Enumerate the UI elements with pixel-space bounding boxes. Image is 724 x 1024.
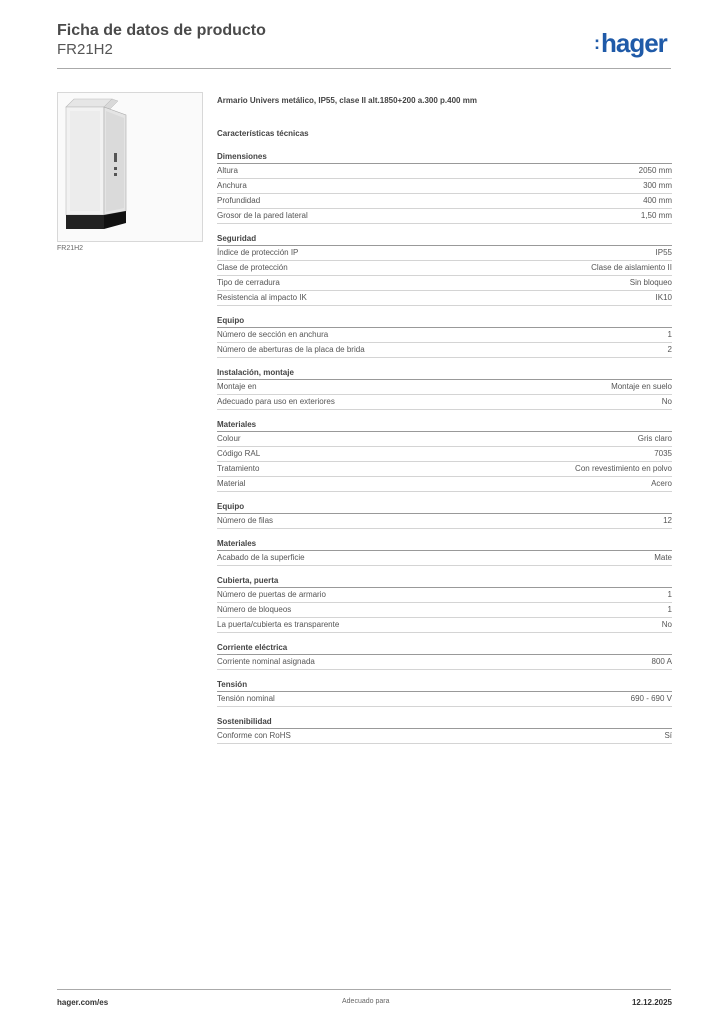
spec-value: Mate (654, 553, 672, 562)
spec-row (217, 514, 672, 529)
spec-value: 1 (667, 590, 672, 599)
spec-row (217, 380, 672, 395)
spec-value: 800 A (651, 657, 672, 666)
spec-label: Anchura (217, 181, 247, 190)
spec-label: Conforme con RoHS (217, 731, 291, 740)
spec-row (217, 328, 672, 343)
image-caption: FR21H2 (57, 245, 84, 252)
footer-date: 12.12.2025 (631, 998, 672, 1007)
spec-value: No (661, 620, 672, 629)
spec-value: Sí (664, 731, 672, 740)
footer-note: Adecuado para (342, 998, 390, 1005)
section-title: Materiales (217, 538, 672, 551)
spec-value: Clase de aislamiento II (591, 263, 672, 272)
spec-label: Tensión nominal (217, 694, 275, 703)
spec-value: 1 (667, 330, 672, 339)
section-title: Cubierta, puerta (217, 575, 672, 588)
spec-row (217, 462, 672, 477)
spec-label: Colour (217, 434, 241, 443)
spec-label: Grosor de la pared lateral (217, 211, 308, 220)
spec-section (217, 642, 672, 670)
spec-value: Gris claro (637, 434, 672, 443)
spec-row (217, 209, 672, 224)
spec-row (217, 343, 672, 358)
spec-label: Tipo de cerradura (217, 278, 280, 287)
header-divider (57, 68, 671, 69)
spec-value: 300 mm (643, 181, 672, 190)
spec-row (217, 692, 672, 707)
spec-value: Montaje en suelo (611, 382, 672, 391)
spec-row (217, 655, 672, 670)
logo-text: hager (601, 28, 667, 58)
spec-value: No (661, 397, 672, 406)
spec-label: Número de filas (217, 516, 274, 525)
spec-label: Número de puertas de armario (217, 590, 326, 599)
spec-label: Material (217, 479, 246, 488)
spec-section (217, 151, 672, 224)
spec-row (217, 432, 672, 447)
spec-label: Profundidad (217, 196, 261, 205)
spec-section (217, 575, 672, 633)
section-title: Tensión (217, 679, 672, 692)
spec-section (217, 501, 672, 529)
spec-sections (217, 151, 672, 744)
spec-section (217, 419, 672, 492)
spec-row (217, 729, 672, 744)
spec-row (217, 447, 672, 462)
spec-row (217, 618, 672, 633)
spec-label: Código RAL (217, 449, 261, 458)
spec-value: 7035 (654, 449, 672, 458)
section-title: Materiales (217, 419, 672, 432)
footer-divider (57, 989, 671, 990)
spec-row (217, 246, 672, 261)
spec-row (217, 603, 672, 618)
spec-label: Resistencia al impacto IK (217, 293, 307, 302)
spec-value: 2 (667, 345, 672, 354)
section-title: Instalación, montaje (217, 367, 672, 380)
section-title: Equipo (217, 315, 672, 328)
product-code: FR21H2 (57, 41, 113, 58)
spec-row (217, 395, 672, 410)
spec-section (217, 716, 672, 744)
footer-website: hager.com/es (57, 998, 109, 1007)
spec-row (217, 551, 672, 566)
product-description: Armario Univers metálico, IP55, clase II alt.1850+200 a.300 p.400 mm (217, 96, 477, 105)
spec-value: Con revestimiento en polvo (575, 464, 672, 473)
spec-row (217, 291, 672, 306)
section-title: Corriente eléctrica (217, 642, 672, 655)
spec-row (217, 588, 672, 603)
spec-label: Adecuado para uso en exteriores (217, 397, 335, 406)
spec-label: Número de bloqueos (217, 605, 292, 614)
spec-section (217, 538, 672, 566)
spec-label: Número de aberturas de la placa de brida (217, 345, 365, 354)
spec-row (217, 179, 672, 194)
spec-label: Índice de protección IP (217, 248, 299, 257)
spec-value: 1 (667, 605, 672, 614)
spec-section (217, 367, 672, 410)
spec-value: 1,50 mm (640, 211, 672, 220)
spec-row (217, 477, 672, 492)
spec-content (217, 96, 672, 753)
spec-value: 12 (663, 516, 672, 525)
spec-value: IP55 (655, 248, 672, 257)
spec-row (217, 194, 672, 209)
section-title: Dimensiones (217, 151, 672, 164)
section-title: Sostenibilidad (217, 716, 672, 729)
spec-section (217, 315, 672, 358)
spec-section (217, 679, 672, 707)
spec-value: 690 - 690 V (630, 694, 672, 703)
spec-label: Montaje en (217, 382, 257, 391)
spec-label: Altura (217, 166, 238, 175)
spec-row (217, 261, 672, 276)
spec-value: Sin bloqueo (629, 278, 672, 287)
cabinet-illustration (58, 93, 202, 241)
spec-row (217, 276, 672, 291)
product-image (57, 92, 203, 242)
spec-section (217, 233, 672, 306)
spec-row (217, 164, 672, 179)
spec-value: 400 mm (643, 196, 672, 205)
spec-label: Tratamiento (217, 464, 260, 473)
section-title: Equipo (217, 501, 672, 514)
spec-value: Acero (651, 479, 672, 488)
hager-logo: :hager (594, 28, 667, 58)
spec-value: 2050 mm (638, 166, 672, 175)
spec-label: Número de sección en anchura (217, 330, 329, 339)
characteristics-heading: Características técnicas (217, 129, 309, 138)
spec-label: Clase de protección (217, 263, 288, 272)
page-title: Ficha de datos de producto (57, 22, 266, 39)
spec-label: Acabado de la superficie (217, 553, 305, 562)
spec-label: Corriente nominal asignada (217, 657, 315, 666)
spec-value: IK10 (655, 293, 672, 302)
section-title: Seguridad (217, 233, 672, 246)
spec-label: La puerta/cubierta es transparente (217, 620, 340, 629)
